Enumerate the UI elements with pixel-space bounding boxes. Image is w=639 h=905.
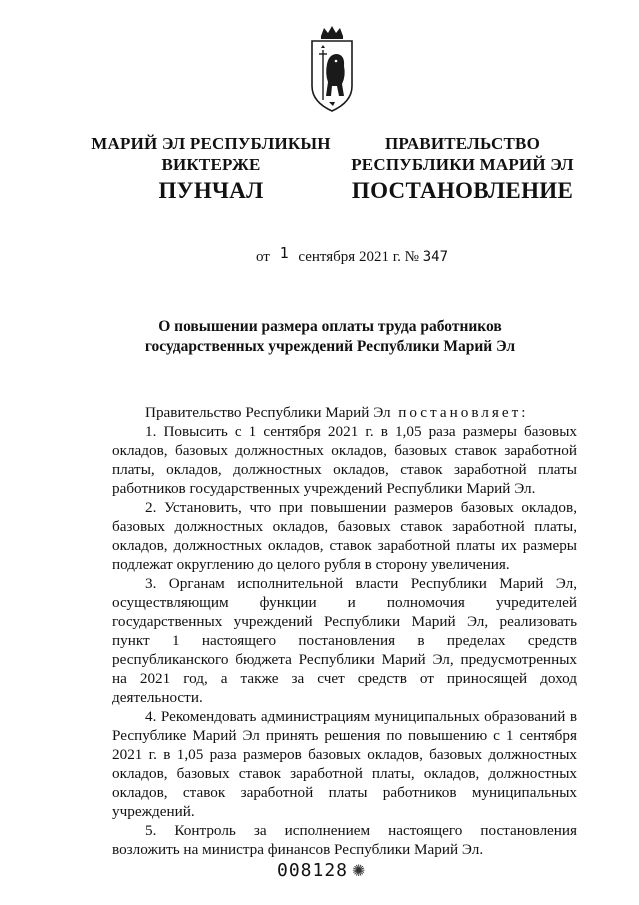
- paragraph-1: 1. Повысить с 1 сентября 2021 г. в 1,05 раза размеры базовых окладов, базовых должностных окладов, базовых ставок заработной платы, окладов, должностных окладов, ставок заработной платы работников государственных учреждений Республики Марий Эл.: [112, 423, 577, 497]
- preamble-subject: Правительство Республики Марий Эл: [145, 404, 391, 421]
- header-left-line1: МАРИЙ ЭЛ РЕСПУБЛИКЫН: [91, 134, 331, 153]
- preamble-verb: постановляет:: [398, 404, 529, 421]
- date-prefix: от: [256, 249, 270, 265]
- paragraph-2: 2. Установить, что при повышении размеров базовых окладов, базовых должностных окладов, базовых ставок заработной платы, окладов, должностных окладов, ставок заработной платы их размеры подлежат округлению до целого рубля в сторону увеличения.: [112, 499, 577, 573]
- preamble: [112, 403, 577, 422]
- date-day: 1: [279, 244, 289, 262]
- document-title: [100, 317, 560, 357]
- title-line2: государственных учреждений Республики Марий Эл: [144, 338, 516, 355]
- header-right-line1: ПРАВИТЕЛЬСТВО: [385, 134, 540, 153]
- title-line1: О повышении размера оплаты труда работников: [158, 318, 502, 335]
- document-body: [112, 403, 577, 859]
- paragraph-5: 5. Контроль за исполнением настоящего постановления возложить на министра финансов Республики Марий Эл.: [112, 822, 577, 858]
- header-left-line2: ВИКТЕРЖЕ: [161, 155, 261, 174]
- decree-number: 347: [422, 249, 449, 265]
- doc-type-right: ПОСТАНОВЛЕНИЕ: [351, 178, 574, 203]
- serial-number: 008128: [277, 860, 349, 881]
- header-right-org: [350, 133, 575, 175]
- sparkle-mark-icon: ✺: [352, 863, 366, 880]
- header-left-org: [82, 133, 340, 175]
- paragraph-4: 4. Рекомендовать администрациям муниципальных образований в Республике Марий Эл принять решения по повышению с 1 сентября 2021 г. в 1,05 раза размеров базовых окладов, базовых должностных окладов, базовых ставок заработной платы, окладов, должностных окладов, ставок заработной платы работников муниципальных учреждений.: [112, 708, 577, 820]
- doc-type-left: ПУНЧАЛ: [158, 178, 264, 203]
- coat-of-arms-icon: [309, 24, 355, 114]
- dateline: [256, 244, 449, 266]
- header-right-line2: РЕСПУБЛИКИ МАРИЙ ЭЛ: [351, 155, 574, 174]
- paragraph-3: 3. Органам исполнительной власти Республики Марий Эл, осуществляющим функции и полномочия учредителей государственных учреждений Республики Марий Эл, реализовать пункт 1 настоящего постановления в пределах средств республиканского бюджета Республики Марий Эл, предусмотренных на 2021 год, а также за счет средств от приносящей доход деятельности.: [112, 575, 577, 706]
- date-text: сентября 2021 г. №: [298, 249, 419, 265]
